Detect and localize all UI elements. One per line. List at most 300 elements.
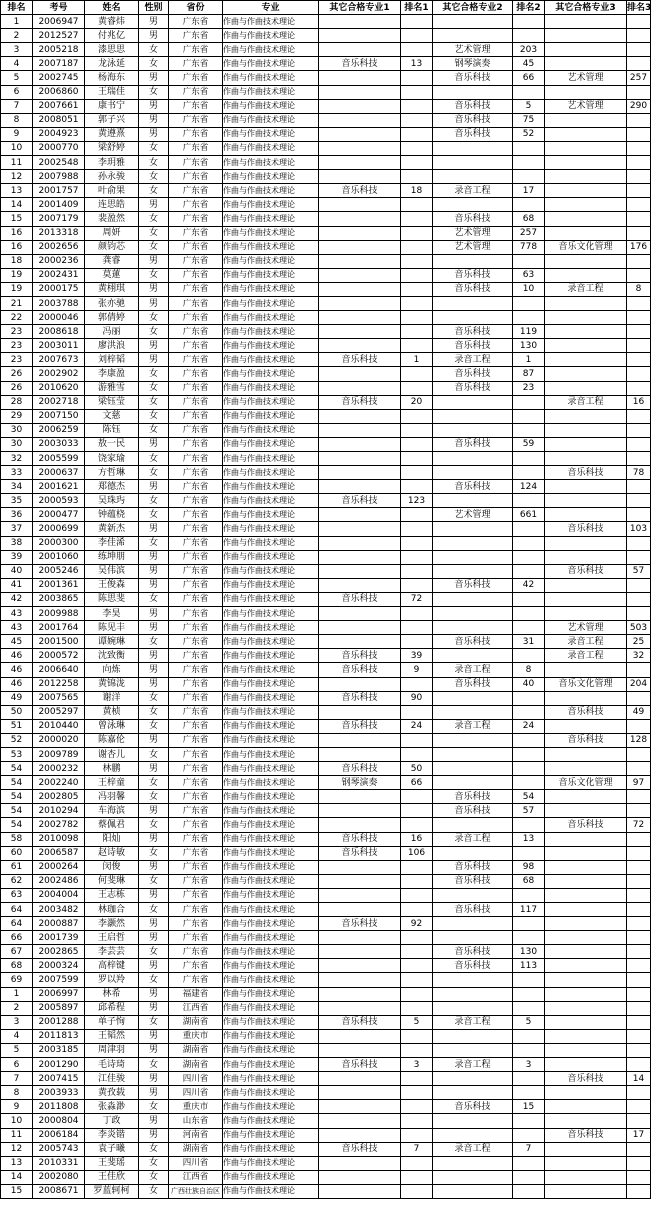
name-cell: 谭婉琳 [85, 635, 139, 649]
rank-cell: 15 [1, 212, 33, 226]
province-cell: 四川省 [169, 1156, 223, 1170]
table-row [1, 663, 651, 677]
other-major-1-cell [319, 747, 401, 761]
province-cell: 重庆市 [169, 1029, 223, 1043]
province-cell: 广东省 [169, 113, 223, 127]
rank-2-cell [513, 973, 545, 987]
rank-1-cell: 106 [401, 846, 433, 860]
other-major-2-cell [433, 522, 513, 536]
other-major-1-cell [319, 578, 401, 592]
exam-number-cell: 2003482 [33, 903, 85, 917]
other-major-1-cell [319, 198, 401, 212]
name-cell: 毛诗琦 [85, 1058, 139, 1072]
other-major-2-cell: 录音工程 [433, 1058, 513, 1072]
rank-cell: 7 [1, 99, 33, 113]
province-cell: 湖南省 [169, 1015, 223, 1029]
rank-1-cell [401, 1029, 433, 1043]
rank-1-cell [401, 466, 433, 480]
major-cell: 作曲与作曲技术理论 [223, 282, 319, 296]
major-cell: 作曲与作曲技术理论 [223, 832, 319, 846]
gender-cell: 女 [139, 536, 169, 550]
other-major-3-cell [545, 367, 627, 381]
other-major-2-cell: 录音工程 [433, 184, 513, 198]
rank-cell: 26 [1, 367, 33, 381]
province-cell: 广东省 [169, 733, 223, 747]
major-cell: 作曲与作曲技术理论 [223, 437, 319, 451]
rank-3-cell [627, 804, 651, 818]
province-cell: 广东省 [169, 423, 223, 437]
rank-cell: 54 [1, 762, 33, 776]
exam-number-header: 考号 [33, 1, 85, 15]
table-row [1, 1029, 651, 1043]
table-row [1, 987, 651, 1001]
gender-cell: 男 [139, 29, 169, 43]
rank-cell: 52 [1, 733, 33, 747]
name-cell: 王韬然 [85, 1029, 139, 1043]
other-major-2-cell: 钢琴演奏 [433, 57, 513, 71]
rank-2-cell [513, 85, 545, 99]
major-cell: 作曲与作曲技术理论 [223, 1142, 319, 1156]
rank-1-cell: 1 [401, 353, 433, 367]
table-row [1, 85, 651, 99]
name-cell: 罗蓝轲柯 [85, 1184, 139, 1198]
rank-2-header: 排名2 [513, 1, 545, 15]
other-major-2-cell [433, 141, 513, 155]
rank-2-cell: 130 [513, 945, 545, 959]
table-row [1, 141, 651, 155]
rank-cell: 2 [1, 29, 33, 43]
gender-cell: 男 [139, 339, 169, 353]
other-major-3-cell [545, 57, 627, 71]
other-major-1-cell [319, 127, 401, 141]
rank-1-cell [401, 522, 433, 536]
name-cell: 吴伟滨 [85, 564, 139, 578]
other-major-2-cell [433, 296, 513, 310]
other-major-1-cell: 音乐科技 [319, 395, 401, 409]
rank-3-cell [627, 1142, 651, 1156]
exam-number-cell: 2010620 [33, 381, 85, 395]
other-major-3-cell: 音乐科技 [545, 733, 627, 747]
table-row [1, 522, 651, 536]
rank-cell: 58 [1, 832, 33, 846]
rank-2-cell [513, 592, 545, 606]
table-row [1, 339, 651, 353]
other-major-3-cell [545, 423, 627, 437]
other-major-3-cell [545, 1029, 627, 1043]
rank-3-cell [627, 973, 651, 987]
rank-cell: 35 [1, 494, 33, 508]
gender-cell: 女 [139, 776, 169, 790]
other-major-1-cell: 音乐科技 [319, 1142, 401, 1156]
table-row [1, 240, 651, 254]
other-major-3-cell [545, 184, 627, 198]
other-major-3-cell: 艺术管理 [545, 99, 627, 113]
rank-3-cell [627, 663, 651, 677]
rank-cell: 8 [1, 113, 33, 127]
major-cell: 作曲与作曲技术理论 [223, 578, 319, 592]
rank-1-cell [401, 564, 433, 578]
other-major-2-cell: 音乐科技 [433, 325, 513, 339]
rank-3-cell [627, 367, 651, 381]
province-cell: 广东省 [169, 395, 223, 409]
exam-number-cell: 2003033 [33, 437, 85, 451]
rank-3-cell [627, 1156, 651, 1170]
rank-1-cell: 92 [401, 917, 433, 931]
province-cell: 广东省 [169, 973, 223, 987]
other-major-3-cell [545, 156, 627, 170]
rank-cell: 66 [1, 931, 33, 945]
other-major-2-cell [433, 621, 513, 635]
table-row [1, 198, 651, 212]
exam-number-cell: 2002240 [33, 776, 85, 790]
rank-3-cell [627, 874, 651, 888]
rank-2-cell: 40 [513, 677, 545, 691]
rank-2-cell [513, 170, 545, 184]
name-cell: 李佳浠 [85, 536, 139, 550]
other-major-1-cell [319, 1184, 401, 1198]
gender-cell: 女 [139, 367, 169, 381]
rank-2-cell [513, 409, 545, 423]
rank-2-cell [513, 747, 545, 761]
rank-3-cell [627, 987, 651, 1001]
other-major-2-cell: 录音工程 [433, 1142, 513, 1156]
rank-cell: 6 [1, 1058, 33, 1072]
other-major-2-cell [433, 170, 513, 184]
other-major-3-cell: 音乐科技 [545, 466, 627, 480]
other-major-3-cell [545, 832, 627, 846]
rank-1-cell: 5 [401, 1015, 433, 1029]
other-major-3-cell [545, 141, 627, 155]
other-major-3-cell: 音乐科技 [545, 818, 627, 832]
other-major-1-cell: 音乐科技 [319, 1058, 401, 1072]
province-cell: 广东省 [169, 790, 223, 804]
exam-number-cell: 2007415 [33, 1072, 85, 1086]
exam-number-cell: 2012527 [33, 29, 85, 43]
exam-number-cell: 2003865 [33, 592, 85, 606]
rank-3-cell [627, 691, 651, 705]
rank-3-cell [627, 1015, 651, 1029]
rank-cell: 46 [1, 649, 33, 663]
table-row [1, 649, 651, 663]
rank-3-cell [627, 508, 651, 522]
rank-2-cell: 130 [513, 339, 545, 353]
rank-2-cell: 24 [513, 719, 545, 733]
rank-1-cell [401, 1001, 433, 1015]
name-cell: 游雅雪 [85, 381, 139, 395]
rank-3-cell [627, 860, 651, 874]
other-major-1-cell [319, 325, 401, 339]
name-cell: 廖洪浪 [85, 339, 139, 353]
table-row [1, 1156, 651, 1170]
rank-cell: 36 [1, 508, 33, 522]
major-cell: 作曲与作曲技术理论 [223, 635, 319, 649]
rank-3-cell [627, 550, 651, 564]
other-major-2-cell: 录音工程 [433, 353, 513, 367]
name-cell: 黄睿炜 [85, 15, 139, 29]
other-major-1-cell: 音乐科技 [319, 832, 401, 846]
province-cell: 广东省 [169, 282, 223, 296]
gender-cell: 女 [139, 452, 169, 466]
rank-1-cell [401, 156, 433, 170]
other-major-2-cell [433, 1184, 513, 1198]
rank-2-cell: 59 [513, 437, 545, 451]
rank-1-cell [401, 790, 433, 804]
rank-cell: 23 [1, 325, 33, 339]
rank-1-cell [401, 607, 433, 621]
major-cell: 作曲与作曲技术理论 [223, 747, 319, 761]
exam-number-cell: 2002718 [33, 395, 85, 409]
exam-number-cell: 2000637 [33, 466, 85, 480]
exam-number-cell: 2006184 [33, 1128, 85, 1142]
exam-number-cell: 2005218 [33, 43, 85, 57]
table-row [1, 311, 651, 325]
other-major-1-cell [319, 43, 401, 57]
name-cell: 莫蓮 [85, 268, 139, 282]
rank-1-cell [401, 973, 433, 987]
other-major-2-cell [433, 198, 513, 212]
rank-1-cell [401, 705, 433, 719]
rank-cell: 10 [1, 141, 33, 155]
rank-cell: 49 [1, 691, 33, 705]
table-row [1, 973, 651, 987]
major-cell: 作曲与作曲技术理论 [223, 212, 319, 226]
rank-2-cell: 778 [513, 240, 545, 254]
other-major-2-cell [433, 747, 513, 761]
gender-cell: 男 [139, 649, 169, 663]
other-major-3-cell [545, 85, 627, 99]
major-cell: 作曲与作曲技术理论 [223, 945, 319, 959]
rank-cell: 5 [1, 71, 33, 85]
rank-cell: 54 [1, 818, 33, 832]
gender-cell: 女 [139, 973, 169, 987]
rank-2-cell: 45 [513, 57, 545, 71]
other-major-3-cell [545, 29, 627, 43]
name-cell: 袁子曦 [85, 1142, 139, 1156]
other-major-3-cell: 录音工程 [545, 649, 627, 663]
other-major-3-cell: 音乐文化管理 [545, 776, 627, 790]
name-cell: 陈思斐 [85, 592, 139, 606]
rank-2-cell: 17 [513, 184, 545, 198]
rank-2-cell [513, 691, 545, 705]
exam-number-cell: 2000324 [33, 959, 85, 973]
gender-cell: 男 [139, 480, 169, 494]
other-major-3-cell [545, 437, 627, 451]
other-major-1-cell [319, 522, 401, 536]
table-row [1, 959, 651, 973]
rank-1-cell [401, 804, 433, 818]
exam-number-cell: 2013318 [33, 226, 85, 240]
rank-cell: 22 [1, 311, 33, 325]
exam-number-cell: 2012258 [33, 677, 85, 691]
other-major-2-cell [433, 423, 513, 437]
major-cell: 作曲与作曲技术理论 [223, 1100, 319, 1114]
rank-3-cell [627, 578, 651, 592]
exam-number-cell: 2000572 [33, 649, 85, 663]
rank-3-cell [627, 353, 651, 367]
province-cell: 广东省 [169, 170, 223, 184]
province-cell: 广东省 [169, 818, 223, 832]
other-major-3-cell [545, 339, 627, 353]
rank-1-cell [401, 141, 433, 155]
rank-cell: 68 [1, 959, 33, 973]
rank-1-cell [401, 99, 433, 113]
other-major-3-cell [545, 931, 627, 945]
gender-cell: 男 [139, 296, 169, 310]
major-cell: 作曲与作曲技术理论 [223, 987, 319, 1001]
province-cell: 广东省 [169, 15, 223, 29]
name-cell: 陈嘉伦 [85, 733, 139, 747]
rank-1-cell [401, 987, 433, 1001]
table-row [1, 719, 651, 733]
table-row [1, 367, 651, 381]
major-cell: 作曲与作曲技术理论 [223, 1015, 319, 1029]
other-major-1-cell [319, 790, 401, 804]
name-cell: 饶家瑜 [85, 452, 139, 466]
rank-1-cell [401, 437, 433, 451]
name-cell: 钟蕴桡 [85, 508, 139, 522]
gender-cell: 男 [139, 99, 169, 113]
other-major-1-cell [319, 550, 401, 564]
gender-cell: 女 [139, 170, 169, 184]
rank-3-cell: 32 [627, 649, 651, 663]
name-cell: 林鹏 [85, 762, 139, 776]
rank-3-cell: 14 [627, 1072, 651, 1086]
exam-number-cell: 2010294 [33, 804, 85, 818]
exam-number-cell: 2002805 [33, 790, 85, 804]
name-cell: 冯羽馨 [85, 790, 139, 804]
name-cell: 张淼渺 [85, 1100, 139, 1114]
other-major-3-cell [545, 170, 627, 184]
gender-cell: 男 [139, 127, 169, 141]
rank-cell: 45 [1, 635, 33, 649]
rank-cell: 64 [1, 917, 33, 931]
exam-number-cell: 2006997 [33, 987, 85, 1001]
other-major-1-cell [319, 508, 401, 522]
major-cell: 作曲与作曲技术理论 [223, 903, 319, 917]
other-major-3-cell [545, 1043, 627, 1057]
rank-1-cell: 20 [401, 395, 433, 409]
province-cell: 广东省 [169, 353, 223, 367]
rank-2-cell [513, 776, 545, 790]
province-cell: 广东省 [169, 747, 223, 761]
name-cell: 龙泳延 [85, 57, 139, 71]
rank-3-cell: 257 [627, 71, 651, 85]
rank-2-cell [513, 494, 545, 508]
rank-cell: 51 [1, 719, 33, 733]
name-cell: 王俊森 [85, 578, 139, 592]
gender-cell: 男 [139, 15, 169, 29]
rank-1-cell [401, 212, 433, 226]
table-row [1, 423, 651, 437]
exam-number-cell: 2003185 [33, 1043, 85, 1057]
exam-number-cell: 2001288 [33, 1015, 85, 1029]
other-major-1-cell [319, 536, 401, 550]
province-cell: 河南省 [169, 1128, 223, 1142]
rank-2-cell [513, 466, 545, 480]
major-cell: 作曲与作曲技术理论 [223, 113, 319, 127]
other-major-1-cell [319, 15, 401, 29]
exam-number-cell: 2001361 [33, 578, 85, 592]
other-major-3-cell: 录音工程 [545, 635, 627, 649]
table-row [1, 776, 651, 790]
table-row [1, 1128, 651, 1142]
rank-3-cell [627, 268, 651, 282]
other-major-2-cell: 音乐科技 [433, 381, 513, 395]
province-header: 省份 [169, 1, 223, 15]
rank-1-cell: 66 [401, 776, 433, 790]
other-major-3-cell [545, 1156, 627, 1170]
other-major-3-cell [545, 15, 627, 29]
gender-cell: 男 [139, 804, 169, 818]
rank-3-cell [627, 888, 651, 902]
name-cell: 沈致衡 [85, 649, 139, 663]
table-row [1, 43, 651, 57]
other-major-2-cell: 艺术管理 [433, 508, 513, 522]
rank-cell: 69 [1, 973, 33, 987]
other-major-1-cell [319, 226, 401, 240]
major-cell: 作曲与作曲技术理论 [223, 1114, 319, 1128]
rank-3-cell: 57 [627, 564, 651, 578]
rank-2-cell [513, 1170, 545, 1184]
rank-3-cell: 128 [627, 733, 651, 747]
gender-cell: 男 [139, 282, 169, 296]
major-cell: 作曲与作曲技术理论 [223, 973, 319, 987]
major-cell: 作曲与作曲技术理论 [223, 466, 319, 480]
table-row [1, 170, 651, 184]
rank-cell: 16 [1, 226, 33, 240]
province-cell: 广东省 [169, 691, 223, 705]
rank-2-cell [513, 423, 545, 437]
other-major-3-cell [545, 226, 627, 240]
exam-number-cell: 2002431 [33, 268, 85, 282]
other-major-2-cell [433, 85, 513, 99]
major-cell: 作曲与作曲技术理论 [223, 325, 319, 339]
rank-3-cell [627, 437, 651, 451]
rank-cell: 46 [1, 663, 33, 677]
rank-2-cell [513, 1029, 545, 1043]
name-cell: 梁钰莹 [85, 395, 139, 409]
header-row [1, 1, 651, 15]
rank-cell: 13 [1, 1156, 33, 1170]
rank-1-cell [401, 71, 433, 85]
table-row [1, 931, 651, 945]
major-cell: 作曲与作曲技术理论 [223, 268, 319, 282]
rank-cell: 38 [1, 536, 33, 550]
gender-cell: 男 [139, 607, 169, 621]
exam-number-cell: 2002865 [33, 945, 85, 959]
other-major-2-cell [433, 1170, 513, 1184]
other-major-2-cell [433, 1156, 513, 1170]
major-cell: 作曲与作曲技术理论 [223, 663, 319, 677]
rank-1-cell: 18 [401, 184, 433, 198]
rank-1-cell [401, 1043, 433, 1057]
name-cell: 李芸芸 [85, 945, 139, 959]
province-cell: 广东省 [169, 578, 223, 592]
major-cell: 作曲与作曲技术理论 [223, 1058, 319, 1072]
province-cell: 江西省 [169, 1170, 223, 1184]
table-row [1, 325, 651, 339]
name-cell: 周妍 [85, 226, 139, 240]
province-cell: 四川省 [169, 1072, 223, 1086]
other-major-3-cell [545, 945, 627, 959]
rank-1-cell [401, 282, 433, 296]
other-major-3-cell [545, 874, 627, 888]
province-cell: 广东省 [169, 437, 223, 451]
rank-cell: 7 [1, 1072, 33, 1086]
table-row [1, 832, 651, 846]
name-cell: 冯丽 [85, 325, 139, 339]
province-cell: 广东省 [169, 550, 223, 564]
